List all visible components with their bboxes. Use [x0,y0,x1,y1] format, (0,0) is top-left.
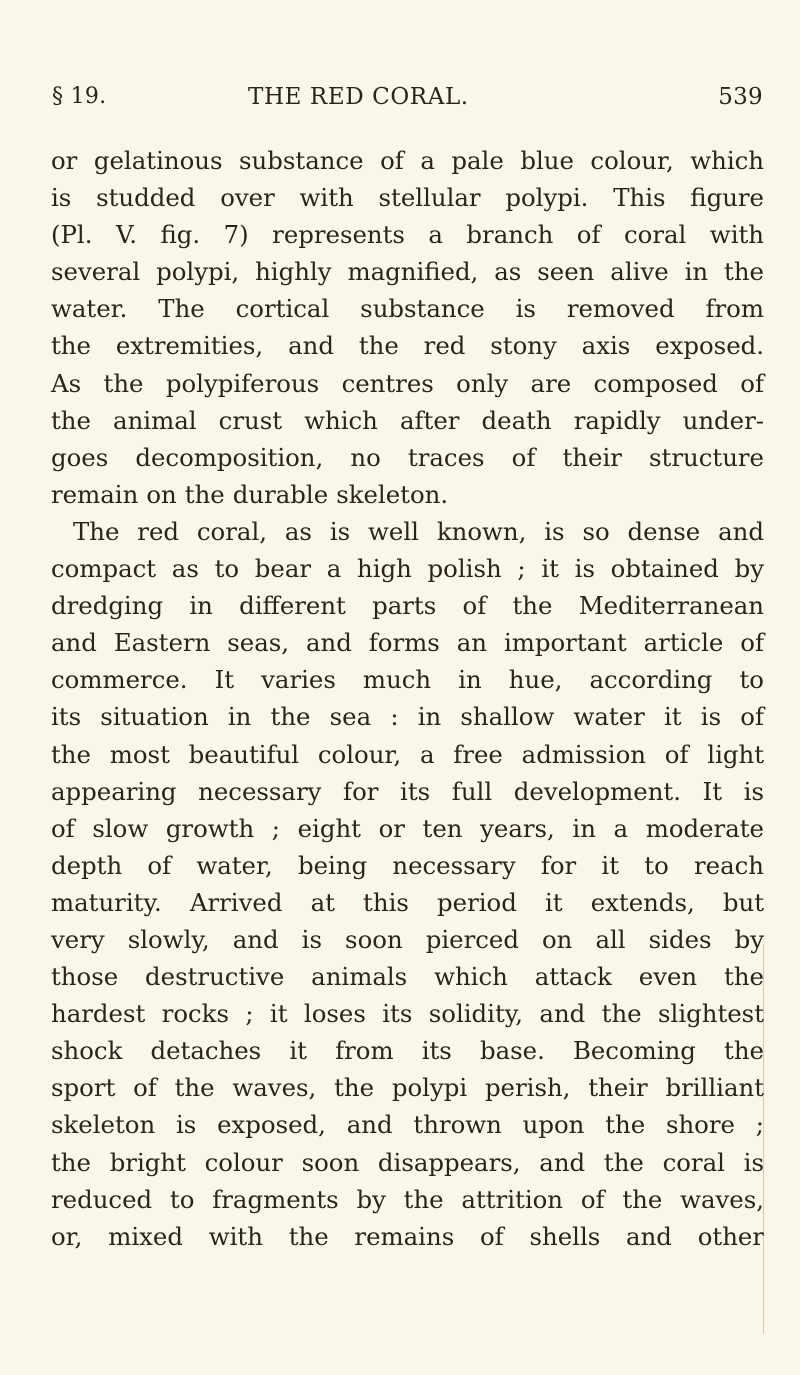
text-line: its situation in the sea : in shallow water it is of [51,702,764,732]
text-line: the most beautiful colour, a free admission of light [51,739,764,769]
text-line: the extremities, and the red stony axis exposed. [51,331,764,361]
text-line: is studded over with stellular polypi. This figure [51,183,764,213]
text-line: appearing necessary for its full development. It is [51,776,764,806]
text-line: several polypi, highly magnified, as seen alive in the [51,257,764,287]
text-line: the bright colour soon disappears, and the coral is [51,1147,764,1177]
text-line: and Eastern seas, and forms an important article of [51,628,764,658]
text-line: the animal crust which after death rapidly under- [51,405,764,435]
text-line: or, mixed with the remains of shells and other [51,1221,764,1251]
text-line: reduced to fragments by the attrition of the waves, [51,1184,764,1214]
paragraph-end-line: remain on the durable skeleton. [51,479,449,509]
text-line: very slowly, and is soon pierced on all sides by [51,924,764,954]
text-line: dredging in different parts of the Mediterranean [51,591,764,621]
text-line: those destructive animals which attack even the [51,962,764,992]
text-line: water. The cortical substance is removed from [51,294,764,324]
section-number: § 19. [52,84,107,109]
page-number: 539 [718,84,763,110]
text-line: or gelatinous substance of a pale blue colour, which [51,146,764,175]
text-line: As the polypiferous centres only are composed of [51,368,764,398]
text-line: goes decomposition, no traces of their structure [51,442,764,472]
text-line: skeleton is exposed, and thrown upon the shore ; [51,1110,764,1140]
text-line: (Pl. V. fig. 7) represents a branch of coral with [51,220,764,250]
text-line: hardest rocks ; it loses its solidity, and the slightest [51,999,764,1029]
text-line: compact as to bear a high polish ; it is obtained by [51,554,764,584]
running-header [52,84,763,124]
running-title: THE RED CORAL. [248,84,469,110]
page-body-text [51,142,764,1255]
text-line: depth of water, being necessary for it to reach [51,850,764,880]
text-line: shock detaches it from its base. Becoming the [51,1036,764,1066]
text-line: of slow growth ; eight or ten years, in a moderate [51,813,764,843]
text-line: sport of the waves, the polypi perish, their brilliant [51,1073,764,1103]
text-line: maturity. Arrived at this period it extends, but [51,887,764,917]
paragraph-first-line: The red coral, as is well known, is so dense and [73,516,764,546]
paper-margin-shadow [763,944,764,1334]
text-line: commerce. It varies much in hue, according to [51,665,764,695]
